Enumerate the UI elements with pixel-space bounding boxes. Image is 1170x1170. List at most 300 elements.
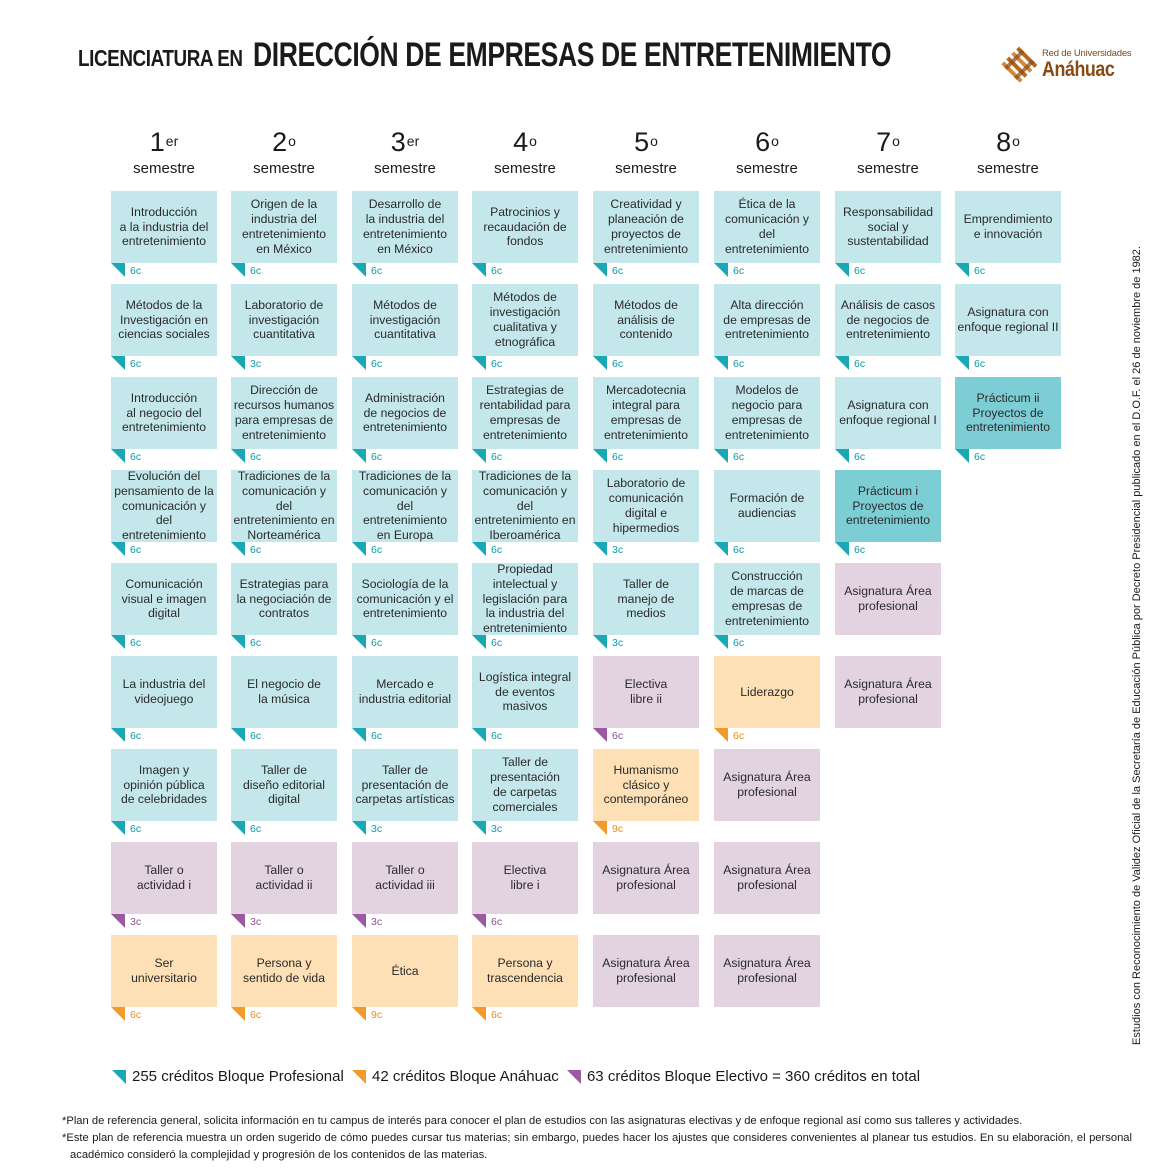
course-card: [714, 284, 820, 356]
credit-block-marker-icon: [955, 356, 969, 370]
legend-marker-icon: [567, 1070, 581, 1084]
course-credits: 3c: [250, 916, 262, 928]
course-credits: 6c: [130, 544, 142, 556]
course-card: [593, 842, 699, 914]
legend-item-profesional: [112, 1068, 344, 1085]
course-name: Asignatura con enfoque regional I: [839, 398, 937, 427]
credit-block-marker-icon: [111, 263, 125, 277]
title-prefix: LICENCIATURA EN: [78, 45, 243, 71]
course-credits: 6c: [250, 544, 262, 556]
course-card: [472, 842, 578, 914]
footnote-2: *Este plan de referencia muestra un orden sugerido de cómo puedes cursar tus materias; sin embargo, puedes hacer los ajustes que consideres convenientes al planear tus estudios. En su elaboración, el personal académico consideró la complejidad y progresión de los contenidos de las materias.: [62, 1132, 1132, 1161]
course-credits: 6c: [371, 451, 383, 463]
course-credits-tag: [352, 728, 382, 742]
semester-label: semestre: [253, 160, 315, 177]
course-name: Asignatura Área profesional: [723, 770, 811, 799]
course-credits-tag: [714, 449, 744, 463]
course-credits: 6c: [491, 265, 503, 277]
course-name: Persona y trascendencia: [487, 956, 563, 985]
course-credits: 3c: [371, 823, 383, 835]
semester-number-value: 2: [272, 127, 288, 157]
course-card: [111, 470, 217, 542]
course-credits: 6c: [250, 451, 262, 463]
course-name: Creatividad y planeación de proyectos de entretenimiento: [603, 197, 688, 256]
credit-block-marker-icon: [835, 263, 849, 277]
credit-block-marker-icon: [352, 728, 366, 742]
logo-brand-name: Anáhuac: [1042, 58, 1115, 81]
semester-ordinal-suffix: o: [771, 133, 779, 149]
course-credits: 9c: [612, 823, 624, 835]
course-card: [231, 749, 337, 821]
credit-block-marker-icon: [111, 635, 125, 649]
course-credits: 6c: [733, 637, 745, 649]
course-name: Estrategias para la negociación de contratos: [236, 576, 332, 621]
course-credits: 6c: [733, 730, 745, 742]
credit-block-marker-icon: [231, 356, 245, 370]
course-card: [593, 935, 699, 1007]
course-credits-tag: [714, 263, 744, 277]
credit-block-marker-icon: [111, 728, 125, 742]
course-credits: 3c: [612, 637, 624, 649]
course-card: [472, 470, 578, 542]
course-name: Prácticum i Proyectos de entretenimiento: [845, 483, 930, 528]
course-credits: 6c: [371, 544, 383, 556]
credit-block-marker-icon: [714, 635, 728, 649]
course-credits: 6c: [733, 358, 745, 370]
course-name: Métodos de análisis de contenido: [614, 297, 678, 342]
course-name: Asignatura Área profesional: [602, 956, 690, 985]
course-name: Sociología de la comunicación y el entretenimiento: [356, 576, 454, 621]
course-card: [472, 377, 578, 449]
semester-ordinal-suffix: er: [406, 133, 420, 149]
course-credits-tag: [111, 635, 141, 649]
course-name: Estrategias de rentabilidad para empresas de entretenimiento: [479, 383, 571, 442]
credit-block-marker-icon: [352, 914, 366, 928]
course-card: [111, 377, 217, 449]
semester-number-value: 1: [149, 127, 165, 157]
semester-label: semestre: [736, 160, 798, 177]
credit-block-marker-icon: [593, 821, 607, 835]
course-card: [231, 470, 337, 542]
course-credits: 6c: [612, 265, 624, 277]
course-credits-tag: [111, 542, 141, 556]
course-card: [111, 749, 217, 821]
credit-block-marker-icon: [714, 356, 728, 370]
course-card: [593, 470, 699, 542]
course-name: Comunicación visual e imagen digital: [121, 576, 207, 621]
course-name: Métodos de investigación cualitativa y etnográfica: [489, 290, 561, 349]
course-name: Laboratorio de investigación cuantitativa: [244, 297, 324, 342]
course-card: [835, 284, 941, 356]
credit-block-marker-icon: [352, 821, 366, 835]
course-name: Alta dirección de empresas de entretenimiento: [723, 297, 811, 342]
course-name: Introducción al negocio del entretenimiento: [121, 390, 206, 435]
course-credits-tag: [231, 449, 261, 463]
course-name: Desarrollo de la industria del entretenimiento en México: [362, 197, 447, 256]
course-credits-tag: [593, 821, 623, 835]
course-credits-tag: [472, 821, 502, 835]
course-credits: 6c: [491, 451, 503, 463]
course-credits: 6c: [612, 730, 624, 742]
course-card: [714, 377, 820, 449]
course-credits: 6c: [733, 544, 745, 556]
course-credits-tag: [111, 914, 141, 928]
course-credits: 3c: [130, 916, 142, 928]
credit-block-marker-icon: [714, 449, 728, 463]
course-card: [835, 656, 941, 728]
credit-block-marker-icon: [593, 449, 607, 463]
legend-label: 255 créditos Bloque Profesional: [132, 1068, 344, 1085]
course-credits-tag: [593, 728, 623, 742]
course-card: [593, 284, 699, 356]
legend-marker-icon: [112, 1070, 126, 1084]
credit-block-marker-icon: [231, 821, 245, 835]
course-credits: 6c: [491, 730, 503, 742]
course-name: Taller o actividad i: [136, 863, 192, 892]
course-credits: 6c: [371, 637, 383, 649]
course-card: [714, 935, 820, 1007]
course-name: Tradiciones de la comunicación y del entretenimiento en Iberoamérica: [474, 469, 576, 543]
course-credits: 6c: [130, 730, 142, 742]
course-card: [714, 656, 820, 728]
course-credits-tag: [352, 449, 382, 463]
course-credits-tag: [231, 821, 261, 835]
credit-block-marker-icon: [111, 1007, 125, 1021]
semester-number-value: 5: [634, 127, 650, 157]
course-card: [111, 935, 217, 1007]
semester-number-value: 4: [513, 127, 529, 157]
semester-ordinal-suffix: o: [529, 133, 537, 149]
course-card: [352, 842, 458, 914]
credit-block-marker-icon: [835, 356, 849, 370]
semester-label: semestre: [615, 160, 677, 177]
credit-block-marker-icon: [472, 728, 486, 742]
course-card: [352, 284, 458, 356]
course-card: [835, 191, 941, 263]
course-credits: 6c: [491, 358, 503, 370]
credit-block-marker-icon: [352, 635, 366, 649]
course-credits-tag: [593, 356, 623, 370]
credits-legend: [112, 1068, 924, 1088]
course-credits-tag: [231, 728, 261, 742]
course-credits-tag: [472, 635, 502, 649]
course-name: Métodos de investigación cuantitativa: [369, 297, 441, 342]
credit-block-marker-icon: [352, 542, 366, 556]
legend-marker-icon: [352, 1070, 366, 1084]
course-credits-tag: [111, 821, 141, 835]
course-credits: 3c: [250, 358, 262, 370]
course-credits-tag: [472, 263, 502, 277]
course-credits: 3c: [491, 823, 503, 835]
course-name: Dirección de recursos humanos para empresas de entretenimiento: [233, 383, 335, 442]
course-credits-tag: [835, 356, 865, 370]
course-credits-tag: [472, 356, 502, 370]
credit-block-marker-icon: [111, 449, 125, 463]
course-card: [714, 842, 820, 914]
credit-block-marker-icon: [835, 449, 849, 463]
semester-header: [835, 128, 941, 177]
course-name: Electiva libre i: [503, 863, 547, 892]
semester-number: [955, 128, 1061, 158]
course-name: Ética: [391, 963, 419, 978]
semester-number-value: 6: [755, 127, 771, 157]
semester-label: semestre: [977, 160, 1039, 177]
legend-label: 42 créditos Bloque Anáhuac: [371, 1068, 559, 1085]
course-credits: 6c: [974, 358, 986, 370]
credit-block-marker-icon: [714, 728, 728, 742]
course-card: [111, 842, 217, 914]
course-name: Taller de presentación de carpetas artísticas: [355, 762, 455, 807]
course-card: [111, 191, 217, 263]
course-credits: 6c: [371, 265, 383, 277]
course-name: Ser universitario: [131, 956, 197, 985]
course-credits-tag: [714, 635, 744, 649]
semester-header: [231, 128, 337, 177]
course-card: [111, 656, 217, 728]
course-name: El negocio de la música: [247, 677, 321, 706]
legend-item-electivo: [567, 1068, 920, 1085]
course-name: Humanismo clásico y contemporáneo: [603, 762, 689, 807]
course-credits: 6c: [250, 637, 262, 649]
credit-block-marker-icon: [714, 263, 728, 277]
course-card: [714, 563, 820, 635]
course-card: [593, 191, 699, 263]
course-credits: 6c: [130, 637, 142, 649]
course-credits: 6c: [250, 823, 262, 835]
semester-header: [472, 128, 578, 177]
course-name: Ética de la comunicación y del entretenimiento: [724, 197, 809, 256]
semester-number: [593, 128, 699, 158]
legend-label: 63 créditos Bloque Electivo = 360 créditos en total: [586, 1068, 921, 1085]
course-credits: 6c: [612, 358, 624, 370]
credit-block-marker-icon: [472, 914, 486, 928]
course-name: Asignatura con enfoque regional II: [957, 305, 1059, 334]
course-name: Taller de presentación de carpetas comerciales: [490, 755, 560, 814]
semester-number-value: 3: [390, 127, 406, 157]
course-name: Taller de diseño editorial digital: [243, 762, 325, 807]
course-card: [231, 377, 337, 449]
semester-header: [714, 128, 820, 177]
title-main: DIRECCIÓN DE EMPRESAS DE ENTRETENIMIENTO: [252, 36, 891, 74]
rvoe-text: Estudios con Reconocimiento de Validez Oficial de la Secretaría de Educación Pública por Decreto Presidencial publicado en el D.O.F. el 26 de noviembre de 1982.: [1131, 246, 1143, 1045]
credit-block-marker-icon: [352, 356, 366, 370]
course-card: [472, 656, 578, 728]
course-card: [714, 470, 820, 542]
course-credits-tag: [231, 914, 261, 928]
course-credits: 6c: [371, 358, 383, 370]
course-credits-tag: [835, 263, 865, 277]
credit-block-marker-icon: [593, 728, 607, 742]
course-credits-tag: [472, 542, 502, 556]
credit-block-marker-icon: [472, 542, 486, 556]
course-credits: 6c: [250, 265, 262, 277]
course-credits-tag: [231, 1007, 261, 1021]
course-card: [352, 749, 458, 821]
course-name: Taller de manejo de medios: [617, 576, 675, 621]
course-credits: 6c: [491, 637, 503, 649]
course-credits: 6c: [250, 730, 262, 742]
footnotes: [62, 1113, 1132, 1164]
credit-block-marker-icon: [231, 914, 245, 928]
credit-block-marker-icon: [231, 1007, 245, 1021]
course-name: Laboratorio de comunicación digital e hipermedios: [606, 476, 686, 535]
course-credits-tag: [111, 356, 141, 370]
course-credits-tag: [593, 635, 623, 649]
course-credits-tag: [111, 1007, 141, 1021]
course-card: [231, 563, 337, 635]
course-name: Imagen y opinión pública de celebridades: [120, 762, 208, 807]
semester-number: [835, 128, 941, 158]
footnote-1: *Plan de referencia general, solicita información en tu campus de interés para conocer el plan de estudios con las asignaturas electivas y de enfoque regional así como sus talleres y actividades.: [62, 1115, 1023, 1127]
course-credits-tag: [231, 542, 261, 556]
semester-header: [111, 128, 217, 177]
course-credits: 9c: [371, 1009, 383, 1021]
course-name: Tradiciones de la comunicación y del entretenimiento en Norteamérica: [233, 469, 335, 543]
course-credits-tag: [352, 356, 382, 370]
course-card: [352, 470, 458, 542]
course-name: Métodos de la Investigación en ciencias sociales: [118, 297, 210, 342]
course-name: Asignatura Área profesional: [844, 677, 932, 706]
course-name: Propiedad intelectual y legislación para la industria del entretenimiento: [482, 562, 568, 636]
course-credits-tag: [955, 449, 985, 463]
semester-label: semestre: [857, 160, 919, 177]
course-card: [352, 191, 458, 263]
course-credits-tag: [231, 635, 261, 649]
course-name: Introducción a la industria del entretenimiento: [119, 204, 209, 249]
course-name: Tradiciones de la comunicación y del entretenimiento en Europa: [358, 469, 452, 543]
course-name: Asignatura Área profesional: [723, 863, 811, 892]
course-name: Prácticum ii Proyectos de entretenimiento: [965, 390, 1050, 435]
course-credits: 6c: [130, 1009, 142, 1021]
semester-number: [714, 128, 820, 158]
course-card: [231, 842, 337, 914]
course-credits: 6c: [491, 916, 503, 928]
course-card: [593, 749, 699, 821]
course-name: Asignatura Área profesional: [844, 584, 932, 613]
course-credits-tag: [955, 263, 985, 277]
course-card: [231, 935, 337, 1007]
course-credits: 6c: [854, 358, 866, 370]
course-name: Patrocinios y recaudación de fondos: [483, 204, 567, 249]
course-credits: 6c: [371, 730, 383, 742]
course-credits-tag: [714, 356, 744, 370]
credit-block-marker-icon: [352, 1007, 366, 1021]
credit-block-marker-icon: [231, 263, 245, 277]
course-name: Origen de la industria del entretenimiento en México: [241, 197, 326, 256]
course-credits: 6c: [854, 451, 866, 463]
course-card: [352, 935, 458, 1007]
course-credits-tag: [593, 263, 623, 277]
course-credits: 6c: [130, 451, 142, 463]
course-name: Emprendimiento e innovación: [963, 212, 1053, 241]
course-credits-tag: [593, 542, 623, 556]
course-credits-tag: [472, 728, 502, 742]
anahuac-logo: [1000, 44, 1132, 86]
semester-label: semestre: [133, 160, 195, 177]
semester-number: [472, 128, 578, 158]
semester-ordinal-suffix: er: [165, 133, 179, 149]
course-name: Persona y sentido de vida: [243, 956, 325, 985]
course-credits-tag: [714, 728, 744, 742]
course-name: Asignatura Área profesional: [723, 956, 811, 985]
course-name: Construcción de marcas de empresas de entretenimiento: [724, 569, 809, 628]
course-credits-tag: [352, 635, 382, 649]
course-credits-tag: [231, 263, 261, 277]
credit-block-marker-icon: [231, 635, 245, 649]
semester-header: [352, 128, 458, 177]
course-credits-tag: [835, 542, 865, 556]
course-credits-tag: [352, 542, 382, 556]
course-card: [955, 377, 1061, 449]
credit-block-marker-icon: [835, 542, 849, 556]
course-credits-tag: [472, 449, 502, 463]
credit-block-marker-icon: [231, 449, 245, 463]
credit-block-marker-icon: [472, 263, 486, 277]
credit-block-marker-icon: [472, 449, 486, 463]
course-name: Taller o actividad ii: [255, 863, 313, 892]
course-credits-tag: [714, 542, 744, 556]
course-credits-tag: [593, 449, 623, 463]
course-name: Responsabilidad social y sustentabilidad: [842, 204, 934, 249]
course-credits-tag: [352, 821, 382, 835]
course-credits: 6c: [974, 451, 986, 463]
semester-number-value: 8: [996, 127, 1012, 157]
course-name: Mercadotecnia integral para empresas de entretenimiento: [603, 383, 688, 442]
course-credits-tag: [352, 1007, 382, 1021]
credit-block-marker-icon: [231, 728, 245, 742]
credit-block-marker-icon: [111, 356, 125, 370]
credit-block-marker-icon: [472, 635, 486, 649]
course-card: [835, 377, 941, 449]
semester-number: [111, 128, 217, 158]
course-card: [352, 563, 458, 635]
course-card: [231, 656, 337, 728]
semester-label: semestre: [494, 160, 556, 177]
page-title: [78, 38, 1071, 72]
course-card: [593, 656, 699, 728]
credit-block-marker-icon: [111, 821, 125, 835]
course-card: [593, 563, 699, 635]
credit-block-marker-icon: [111, 914, 125, 928]
course-credits: 6c: [854, 544, 866, 556]
credit-block-marker-icon: [955, 449, 969, 463]
logo-network-label: Red de Universidades: [1042, 48, 1132, 59]
semester-header: [593, 128, 699, 177]
course-card: [472, 935, 578, 1007]
course-credits: 6c: [974, 265, 986, 277]
course-credits: 6c: [491, 1009, 503, 1021]
course-credits: 3c: [612, 544, 624, 556]
course-credits: 6c: [250, 1009, 262, 1021]
credit-block-marker-icon: [231, 542, 245, 556]
course-credits: 6c: [130, 265, 142, 277]
credit-block-marker-icon: [714, 542, 728, 556]
course-card: [111, 563, 217, 635]
course-card: [472, 749, 578, 821]
credit-block-marker-icon: [352, 263, 366, 277]
credit-block-marker-icon: [593, 356, 607, 370]
course-credits-tag: [472, 914, 502, 928]
course-credits-tag: [352, 914, 382, 928]
course-name: Formación de audiencias: [729, 491, 805, 520]
course-name: Logística integral de eventos masivos: [478, 669, 572, 714]
course-card: [593, 377, 699, 449]
course-credits-tag: [231, 356, 261, 370]
course-card: [472, 191, 578, 263]
course-credits: 6c: [130, 358, 142, 370]
course-name: Asignatura Área profesional: [602, 863, 690, 892]
course-card: [714, 749, 820, 821]
